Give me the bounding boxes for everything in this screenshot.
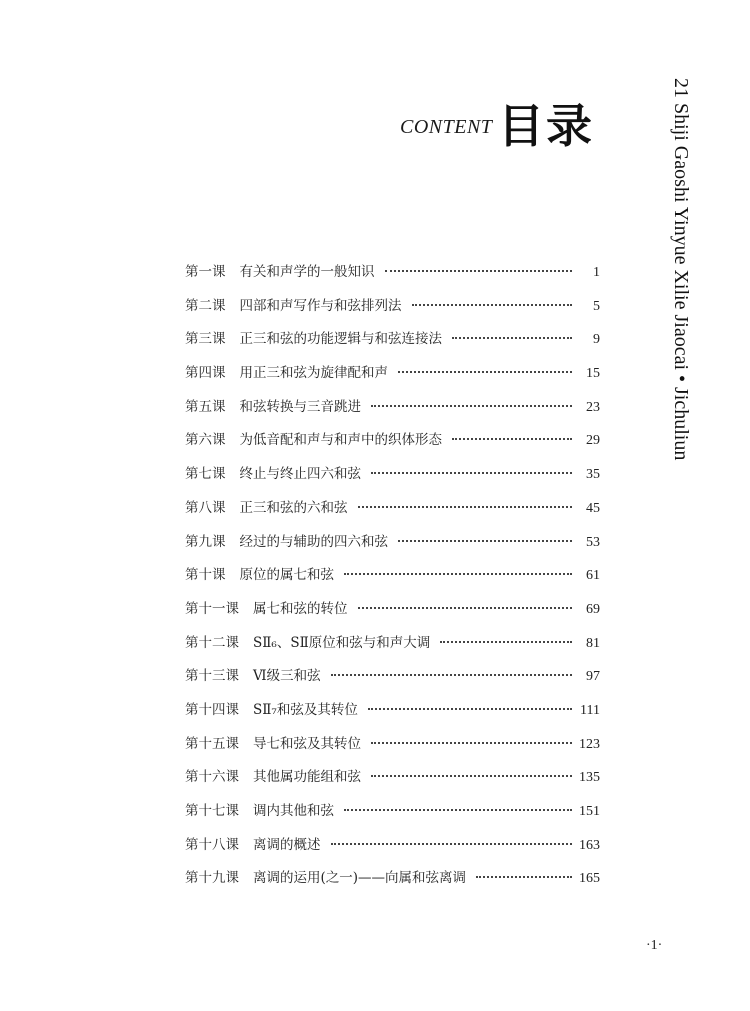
toc-lesson-number: 第二课	[185, 297, 226, 314]
toc-entry[interactable]	[185, 361, 600, 395]
toc-lesson-title: Ⅵ级三和弦	[253, 668, 321, 685]
toc-lesson-number: 第十三课	[185, 668, 239, 685]
page-number: ·1·	[646, 938, 663, 953]
toc-dot-leader	[331, 673, 572, 676]
toc-lesson-title: SⅡ₇和弦及其转位	[253, 701, 358, 718]
toc-dot-leader	[452, 437, 572, 440]
toc-dot-leader	[412, 303, 573, 306]
toc-lesson-title: 导七和弦及其转位	[253, 735, 361, 752]
toc-lesson-title: 和弦转换与三音跳进	[239, 398, 361, 415]
toc-lesson-number: 第六课	[185, 432, 226, 449]
toc-lesson-title: 调内其他和弦	[253, 803, 334, 819]
toc-page-number: 53	[586, 534, 600, 550]
toc-entry[interactable]	[185, 799, 600, 833]
toc-dot-leader	[344, 572, 572, 575]
toc-entry[interactable]	[185, 866, 600, 900]
toc-header	[380, 88, 610, 153]
toc-entry[interactable]	[185, 833, 600, 867]
toc-dot-leader	[452, 336, 572, 339]
toc-lesson-title: 经过的与辅助的四六和弦	[239, 533, 388, 550]
toc-lesson-title: 其他属功能组和弦	[253, 769, 361, 786]
toc-entry[interactable]	[185, 327, 600, 361]
toc-dot-leader	[331, 842, 573, 845]
toc-lesson-title: SⅡ₆、SⅡ原位和弦与和声大调	[253, 634, 431, 651]
toc-page-number: 97	[586, 669, 600, 685]
toc-entry[interactable]	[185, 732, 600, 766]
toc-lesson-number: 第十七课	[185, 803, 239, 819]
toc-page-number: 123	[579, 736, 600, 752]
toc-lesson-title: 属七和弦的转位	[253, 600, 348, 617]
toc-dot-leader	[398, 539, 572, 542]
toc-dot-leader	[476, 875, 572, 878]
toc-lesson-number: 第七课	[185, 466, 226, 483]
toc-entry[interactable]	[185, 631, 600, 665]
toc-page-number: 23	[586, 399, 600, 415]
toc-lesson-number: 第十八课	[185, 836, 239, 853]
toc-lesson-title: 终止与终止四六和弦	[239, 466, 361, 483]
toc-page-number: 29	[586, 433, 600, 449]
toc-lesson-number: 第四课	[185, 365, 226, 382]
toc-lesson-title: 为低音配和声与和声中的织体形态	[239, 432, 442, 449]
toc-lesson-number: 第十六课	[185, 769, 239, 786]
toc-page-number: 69	[586, 601, 600, 617]
series-side-title: 21 Shiji Gaoshi Yinyue Xilie Jiaocai • Jichuliun	[670, 78, 692, 461]
toc-entry[interactable]	[185, 395, 600, 429]
toc-dot-leader	[398, 370, 572, 373]
toc-lesson-number: 第十课	[185, 567, 226, 584]
toc-lesson-title: 离调的运用(之一)——向属和弦离调	[253, 870, 467, 887]
toc-page-number: 5	[593, 298, 600, 314]
toc-entry[interactable]	[185, 428, 600, 462]
toc-page-number: 15	[586, 366, 600, 382]
toc-lesson-title: 用正三和弦为旋律配和声	[239, 365, 388, 382]
toc-lesson-number: 第十四课	[185, 701, 239, 718]
toc-page-number: 61	[586, 568, 600, 584]
toc-lesson-number: 第五课	[185, 398, 226, 415]
toc-page-number: 9	[593, 332, 600, 348]
toc-dot-leader	[440, 640, 572, 643]
toc-dot-leader	[358, 606, 573, 609]
toc-lesson-number: 第十五课	[185, 735, 239, 752]
toc-page-number: 163	[579, 837, 600, 853]
toc-entry[interactable]	[185, 294, 600, 328]
toc-page-number: 111	[580, 702, 600, 718]
toc-lesson-number: 第九课	[185, 533, 226, 550]
toc-entry[interactable]	[185, 597, 600, 631]
toc-lesson-number: 第十九课	[185, 870, 239, 887]
toc-page-number: 1	[593, 265, 600, 280]
content-label: CONTENT	[400, 116, 493, 138]
toc-dot-leader	[344, 808, 572, 811]
toc-entry[interactable]	[185, 664, 600, 698]
toc-lesson-title: 四部和声写作与和弦排列法	[239, 297, 402, 314]
toc-dot-leader	[371, 774, 572, 777]
toc-entry[interactable]	[185, 698, 600, 732]
toc-page-number: 135	[579, 770, 600, 786]
toc-title: 目录	[498, 99, 594, 153]
toc-page-number: 35	[586, 467, 600, 483]
toc-lesson-title: 正三和弦的六和弦	[239, 499, 348, 516]
toc-lesson-title: 离调的概述	[253, 836, 321, 853]
toc-dot-leader	[368, 707, 572, 710]
toc-page-number: 81	[586, 635, 600, 651]
toc-page-number: 165	[579, 871, 600, 887]
toc-lesson-title: 原位的属七和弦	[239, 567, 334, 584]
toc-lesson-number: 第三课	[185, 331, 226, 348]
toc-entry[interactable]	[185, 765, 600, 799]
toc-lesson-number: 第一课	[185, 264, 226, 280]
toc-lesson-title: 正三和弦的功能逻辑与和弦连接法	[239, 331, 442, 348]
toc-lesson-number: 第八课	[185, 499, 226, 516]
toc-entry[interactable]	[185, 563, 600, 597]
toc-dot-leader	[371, 404, 572, 407]
toc-page-number: 45	[586, 500, 600, 516]
toc-lesson-title: 有关和声学的一般知识	[239, 264, 375, 280]
toc-dot-leader	[358, 505, 573, 508]
toc-lesson-number: 第十二课	[185, 634, 239, 651]
toc-entry[interactable]	[185, 496, 600, 530]
toc-page-number: 151	[579, 804, 600, 819]
toc-dot-leader	[385, 269, 573, 272]
toc-dot-leader	[371, 471, 572, 474]
toc-entry[interactable]	[185, 260, 600, 294]
toc-dot-leader	[371, 741, 572, 744]
toc-lesson-number: 第十一课	[185, 600, 239, 617]
toc-entry[interactable]	[185, 462, 600, 496]
toc-entry[interactable]	[185, 530, 600, 564]
table-of-contents	[185, 260, 600, 900]
